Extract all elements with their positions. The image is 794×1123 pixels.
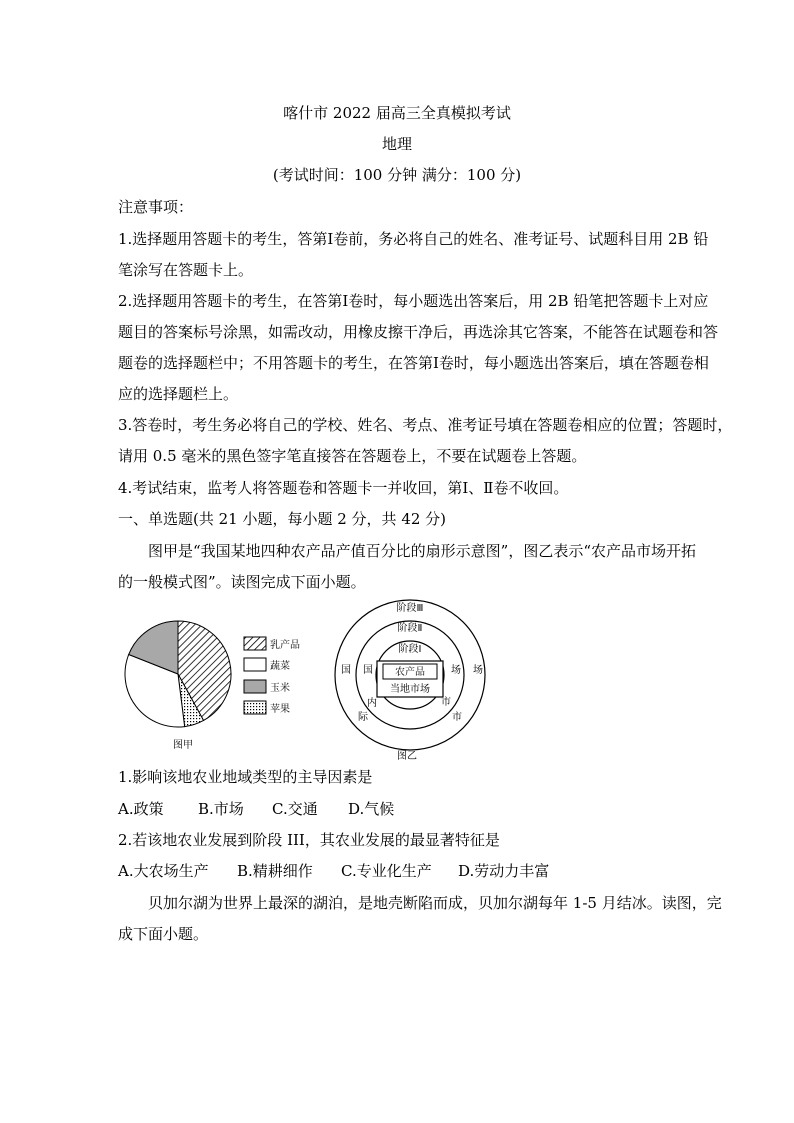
figure-a-caption: 图甲 bbox=[173, 740, 193, 751]
figure-b-diagram bbox=[325, 598, 501, 764]
domestic-char: 场 bbox=[451, 665, 461, 676]
note-line: 2.选择题用答题卡的考生，在答第Ⅰ卷时，每小题选出答案后，用 2B 铅笔把答题卡上对应 bbox=[118, 292, 709, 310]
option[interactable]: D.气候 bbox=[348, 800, 395, 818]
figure-a-pie bbox=[118, 616, 318, 756]
intl-char: 市 bbox=[452, 712, 462, 723]
intl-char: 国 bbox=[341, 665, 351, 676]
note-line: 题目的答案标号涂黑，如需改动，用橡皮擦干净后，再选涂其它答案，不能答在试题卷和答 bbox=[118, 323, 719, 341]
legend-swatch-dairy bbox=[244, 637, 266, 650]
domestic-char: 国 bbox=[363, 665, 373, 676]
option[interactable]: C.交通 bbox=[272, 800, 318, 818]
note-line: 3.答卷时，考生务必将自己的学校、姓名、考点、准考证号填在答题卷相应的位置；答题时， bbox=[118, 416, 733, 434]
question-1-options bbox=[118, 799, 394, 819]
option[interactable]: A.政策 bbox=[118, 800, 164, 818]
option[interactable]: A.大农场生产 bbox=[118, 862, 209, 880]
stage-2-label: 阶段Ⅱ bbox=[397, 623, 423, 634]
legend-label: 蔬菜 bbox=[270, 661, 290, 672]
intro-line: 成下面小题。 bbox=[118, 925, 209, 943]
domestic-char: 市 bbox=[441, 697, 451, 708]
option[interactable]: B.精耕细作 bbox=[237, 862, 313, 880]
section-heading: 一、单选题(共 21 小题，每小题 2 分，共 42 分) bbox=[118, 510, 447, 528]
stage-3-label: 阶段Ⅲ bbox=[396, 603, 424, 614]
legend-swatch-apple bbox=[244, 701, 266, 714]
intl-char: 际 bbox=[358, 712, 368, 723]
stage-1-label: 阶段Ⅰ bbox=[398, 644, 422, 655]
question-1-stem: 1.影响该地农业地域类型的主导因素是 bbox=[118, 768, 373, 786]
intl-char: 场 bbox=[473, 665, 483, 676]
subject-title: 地理 bbox=[381, 135, 412, 153]
note-line: 1.选择题用答题卡的考生，答第Ⅰ卷前，务必将自己的姓名、准考证号、试题科目用 2B 铅 bbox=[118, 230, 709, 248]
intro-line: 贝加尔湖为世界上最深的湖泊，是地壳断陷而成，贝加尔湖每年 1-5 月结冰。读图，完 bbox=[148, 894, 722, 912]
note-line: 笔涂写在答题卡上。 bbox=[118, 261, 254, 279]
local-market-label: 当地市场 bbox=[390, 684, 430, 695]
question-2-stem: 2.若该地农业发展到阶段 III，其农业发展的最显著特征是 bbox=[118, 831, 500, 849]
exam-title: 喀什市 2022 届高三全真模拟考试 bbox=[283, 104, 511, 122]
note-line: 4.考试结束，监考人将答题卷和答题卡一并收回，第Ⅰ、Ⅱ卷不收回。 bbox=[118, 479, 569, 497]
product-label: 农产品 bbox=[395, 667, 425, 678]
option[interactable]: D.劳动力丰富 bbox=[458, 862, 550, 880]
legend-label: 乳产品 bbox=[270, 640, 300, 651]
legend-swatch-vegetable bbox=[244, 658, 266, 671]
figure-b-caption: 图乙 bbox=[397, 751, 417, 762]
legend-label: 玉米 bbox=[270, 683, 290, 694]
legend-swatch-corn bbox=[244, 680, 266, 693]
notes-heading: 注意事项： bbox=[118, 198, 194, 216]
note-line: 题卷的选择题栏中；不用答题卡的考生，在答第Ⅰ卷时，每小题选出答案后，填在答题卷相 bbox=[118, 354, 709, 372]
exam-info: (考试时间：100 分钟 满分：100 分) bbox=[272, 166, 522, 184]
note-line: 请用 0.5 毫米的黑色签字笔直接答在答题卷上，不要在试题卷上答题。 bbox=[118, 447, 587, 465]
domestic-char: 内 bbox=[367, 698, 377, 709]
intro-line: 图甲是“我国某地四种农产品产值百分比的扇形示意图”，图乙表示“农产品市场开拓 bbox=[148, 542, 697, 560]
question-2-options bbox=[118, 861, 549, 881]
intro-line: 的一般模式图”。读图完成下面小题。 bbox=[118, 573, 366, 591]
legend-label: 苹果 bbox=[270, 704, 290, 715]
option[interactable]: B.市场 bbox=[198, 800, 244, 818]
note-line: 应的选择题栏上。 bbox=[118, 385, 239, 403]
option[interactable]: C.专业化生产 bbox=[341, 862, 432, 880]
